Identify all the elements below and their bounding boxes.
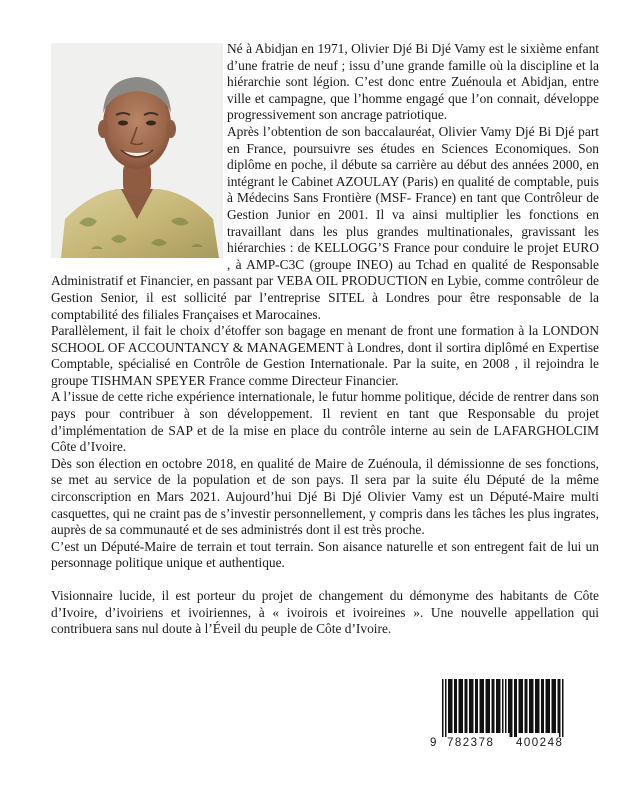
barcode-bar	[462, 679, 464, 733]
barcode-bar	[505, 679, 507, 733]
barcode-bar	[442, 679, 444, 737]
barcode-first-digit: 9	[430, 737, 437, 749]
barcode-bar	[466, 679, 468, 733]
barcode-bar	[522, 679, 524, 733]
barcode-bar	[558, 679, 560, 733]
bio-paragraph-education: Parallèlement, il fait le choix d’étoffer son bagage en menant de front une formation à la LONDON SCHOOL OF ACCOUNTANCY & MANAGEMENT à Londres, dont il sortira diplômé en Expertise Comptable, spécialisé en Contrôle de Gestion Internationale. Par la suite, en 2008 , il rejoindra le groupe TISHMAN SPEYER France comme Directeur Financier.	[51, 323, 599, 388]
barcode-bar	[499, 679, 501, 733]
barcode-bar	[460, 679, 462, 733]
barcode-bar	[465, 679, 467, 733]
barcode-bar	[511, 679, 513, 737]
bio-paragraph-birth: Né à Abidjan en 1971, Olivier Djé Bi Djé Vamy est le sixième enfant d’une fratrie de neuf ; issu d’une grande famille où la discipline et la hiérarchie sont légion. C’est donc entre Zuénoula et Abidjan, entre ville et campagne, que l’homme engagé que l’on connait, développe progressivement son ancrage patriotique.	[227, 41, 599, 123]
barcode-bar	[472, 679, 474, 733]
barcode-bar	[483, 679, 485, 733]
barcode-bar	[546, 679, 548, 733]
barcode-bar	[547, 679, 549, 733]
barcode-bar	[480, 679, 482, 733]
bio-paragraph-character: C’est un Député-Maire de terrain et tout terrain. Son aisance naturelle et son entregent fait de lui un personnage politique unique et authentique.	[51, 538, 599, 571]
barcode-bar	[450, 679, 452, 733]
barcode-bar	[541, 679, 543, 733]
barcode-bar	[492, 679, 494, 733]
barcode-bar	[456, 679, 458, 733]
barcode-bar	[469, 679, 471, 733]
barcode-bar	[498, 679, 500, 733]
barcode-bar	[526, 679, 528, 733]
barcode-bar	[496, 679, 498, 733]
isbn-barcode	[430, 679, 585, 753]
barcode-bar	[549, 679, 551, 733]
barcode-bar	[559, 679, 561, 737]
barcode-bar	[537, 679, 539, 733]
barcode-bar	[553, 679, 555, 733]
barcode-bar	[475, 679, 477, 733]
closing-paragraph: Visionnaire lucide, il est porteur du projet de changement du démonyme des habitants de Côte d’Ivoire, d’ivoiriens et ivoiriennes, à « ivoirois et ivoireines ». Une nouvelle appellation qui contribuera sans nul doute à l’Éveil du peuple de Côte d’Ivoire.	[51, 588, 599, 637]
paragraph-gap	[51, 572, 599, 588]
barcode-bar	[481, 679, 483, 733]
barcode-bar	[448, 679, 450, 733]
barcode-bar	[471, 679, 473, 733]
barcode-bar	[532, 679, 534, 733]
barcode-bar	[535, 679, 537, 733]
barcode-bar	[459, 679, 461, 733]
biography-text	[51, 41, 599, 638]
barcode-bar	[520, 679, 522, 733]
barcode-bar	[562, 679, 564, 737]
bio-paragraph-return: A l’issue de cette riche expérience internationale, le futur homme politique, décide de rentrer dans son pays pour contribuer à son développement. Il revient en tant que Responsable du projet d’implémentation de SAP et de la mise en place du contrôle interne au sein de LAFARGHOLCIM Côte d’Ivoire.	[51, 389, 599, 455]
barcode-bar	[486, 679, 488, 733]
barcode-right-group: 400248	[516, 737, 564, 749]
barcode-bar	[555, 679, 557, 733]
barcode-bar	[510, 679, 512, 737]
barcode-bar	[493, 679, 495, 733]
barcode-left-group: 782378	[447, 737, 495, 749]
barcode-bar	[519, 679, 521, 733]
barcode-bar	[538, 679, 540, 733]
barcode-bar	[529, 679, 531, 733]
barcode-bar	[525, 679, 527, 733]
barcode-bar	[531, 679, 533, 733]
bio-paragraph-politics: Dès son élection en octobre 2018, en qualité de Maire de Zuénoula, il démissionne de ses fonctions, se met au service de la population et de son pays. Il sera par la suite élu Député de la même circonscription en Mars 2021. Aujourd’hui Djé Bi Djé Olivier Vamy est un Député-Maire multi casquettes, qui ne craint pas de s’investir personnellement, y compris dans les tâches les plus ingrates, auprès de sa communauté et de ses administrés dont il est très proche.	[51, 455, 599, 538]
barcode-bar	[543, 679, 545, 733]
barcode-bars	[430, 679, 585, 737]
barcode-bar	[516, 679, 518, 737]
bio-paragraph-career: Après l’obtention de son baccalauréat, Olivier Vamy Djé Bi Djé part en France, poursuivre ses études en Sciences Economiques. Son diplôme en poche, il débute sa carrière au début des années 2000, en intégrant le Cabinet AZOULAY (Paris) en qualité de comptable, puis à Médecins Sans Frontière (MSF- France) en tant que Contrôleur de Gestion Junior en 2001. Il va ainsi multiplier les fonctions en travaillant dans les plus grandes multinationales, gravissant les hiérarchies : de KELLOGG’S France pour conduire le projet EURO , à AMP-C3C (groupe INEO) au Tchad en qualité de Responsable Administratif et Financier, en passant par VEBA OIL PRODUCTION en Lybie, comme contrôleur de Gestion Senior, il est sollicité par l’entreprise SITEL à Londres pour être responsable de la comptabilité des filiales Françaises et Marocaines.	[51, 123, 599, 322]
barcode-digits	[430, 737, 585, 753]
barcode-bar	[502, 679, 504, 733]
barcode-bar	[454, 679, 456, 733]
barcode-bar	[489, 679, 491, 733]
barcode-bar	[445, 679, 447, 737]
barcode-bar	[451, 679, 453, 733]
barcode-bar	[552, 679, 554, 733]
photo-spacer	[51, 41, 227, 259]
barcode-bar	[477, 679, 479, 733]
barcode-bar	[508, 679, 510, 733]
barcode-bar	[487, 679, 489, 733]
barcode-bar	[514, 679, 516, 737]
